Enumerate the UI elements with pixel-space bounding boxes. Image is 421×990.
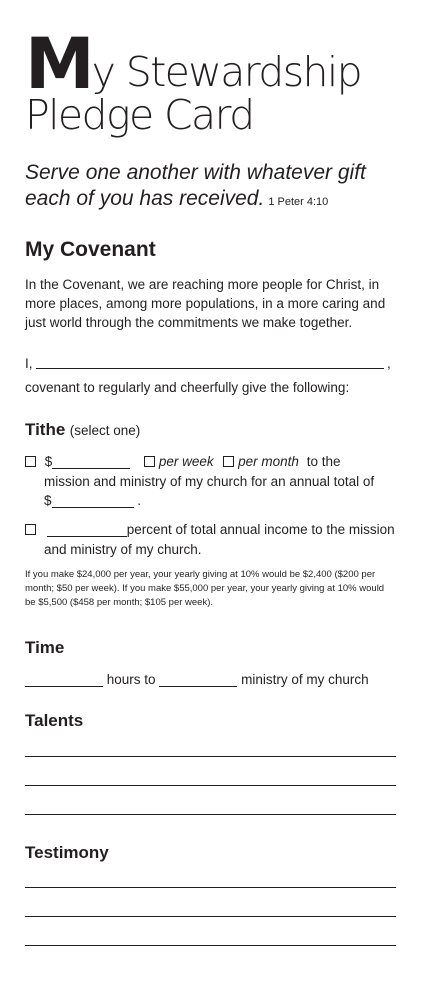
- name-comma: ,: [387, 356, 391, 371]
- ministry-field[interactable]: [159, 673, 237, 687]
- verse-text: Serve one another with whatever gift each of you has received.: [25, 161, 366, 210]
- scripture-verse: [25, 160, 405, 215]
- covenant-heading: My Covenant: [25, 238, 156, 261]
- talents-heading: Talents: [25, 711, 84, 730]
- tithe-option-percent: [25, 520, 410, 539]
- annual-dollar-sign: $: [44, 493, 52, 508]
- per-week-checkbox[interactable]: [144, 456, 155, 467]
- testimony-line-3[interactable]: [25, 945, 396, 946]
- covenant-statement: covenant to regularly and cheerfully give the following:: [25, 380, 350, 395]
- testimony-line-2[interactable]: [25, 916, 396, 917]
- time-row: [25, 670, 369, 689]
- title-line1: y Stewardship: [91, 48, 362, 96]
- page-title: [25, 23, 362, 139]
- verse-reference: 1 Peter 4:10: [268, 196, 329, 208]
- percent-field[interactable]: [47, 523, 127, 537]
- testimony-heading: Testimony: [25, 843, 109, 862]
- talents-line-3[interactable]: [25, 814, 396, 815]
- annual-period: .: [137, 493, 142, 508]
- name-label: I,: [25, 356, 33, 371]
- tithe-option-amount: [25, 452, 405, 471]
- covenant-intro: In the Covenant, we are reaching more people for Christ, in more places, among more populations, in a more caring and just world through the commitments we make together.: [25, 277, 386, 330]
- option2-line2: and ministry of my church.: [44, 542, 202, 557]
- hours-field[interactable]: [25, 673, 103, 687]
- per-month-checkbox[interactable]: [223, 456, 234, 467]
- tithe-heading: Tithe: [25, 420, 66, 439]
- amount-field[interactable]: [52, 455, 130, 469]
- tithe-example-note: If you make $24,000 per year, your yearly giving at 10% would be $2,400 ($200 per month; $50 per week). If you make $55,000 per year, your yearly giving at 10% would be $5,500 ($458 per month; $105 per week).: [25, 569, 385, 608]
- hours-to-label: hours to: [106, 672, 156, 687]
- title-line2: Pledge Card: [25, 91, 254, 139]
- dollar-sign: $: [44, 454, 53, 469]
- testimony-line-1[interactable]: [25, 887, 396, 888]
- tithe-heading-row: [25, 420, 140, 440]
- annual-total-field[interactable]: [52, 494, 134, 508]
- ministry-label: ministry of my church: [241, 672, 369, 687]
- percent-text: percent of total annual income to the mission: [126, 522, 395, 537]
- per-month-label: per month: [238, 454, 299, 469]
- percent-option-checkbox[interactable]: [25, 524, 36, 535]
- per-week-label: per week: [158, 454, 214, 469]
- amount-option-checkbox[interactable]: [25, 456, 36, 467]
- title-initial: M: [25, 23, 92, 105]
- time-heading: Time: [25, 638, 65, 657]
- name-field[interactable]: [36, 368, 384, 369]
- option1-line2: mission and ministry of my church for an annual total of: [44, 474, 375, 489]
- talents-line-2[interactable]: [25, 785, 396, 786]
- annual-total-row: [44, 491, 141, 510]
- to-the-label: to the: [306, 454, 341, 469]
- tithe-select-hint: (select one): [69, 423, 141, 438]
- talents-line-1[interactable]: [25, 756, 396, 757]
